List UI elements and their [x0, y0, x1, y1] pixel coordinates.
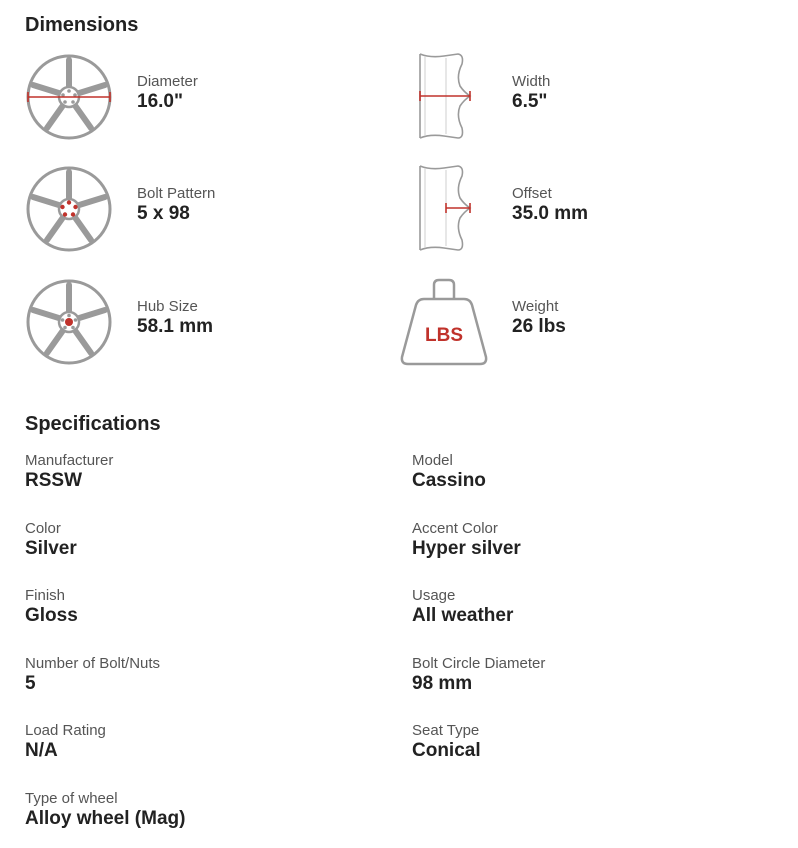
width-value: 6.5" — [512, 91, 548, 112]
usage-value: All weather — [412, 605, 514, 626]
offset-value: 35.0 mm — [512, 203, 589, 224]
usage-label: Usage — [412, 587, 456, 604]
weight-label: Weight — [512, 298, 559, 315]
spec-wheel-type — [25, 790, 385, 830]
bolt-circle-value: 98 mm — [412, 673, 473, 694]
model-label: Model — [412, 452, 453, 469]
spec-finish — [25, 587, 385, 627]
spec-color — [25, 520, 385, 560]
spec-seat-type — [412, 722, 772, 762]
finish-label: Finish — [25, 587, 66, 604]
dimension-width — [400, 52, 770, 144]
spec-usage — [412, 587, 772, 627]
hub-size-label: Hub Size — [137, 298, 198, 315]
rim-offset-icon — [400, 164, 492, 256]
wheel-type-value: Alloy wheel (Mag) — [25, 808, 186, 829]
load-rating-value: N/A — [25, 740, 58, 761]
seat-type-label: Seat Type — [412, 722, 480, 739]
wheel-diameter-icon — [25, 52, 117, 144]
specifications-title: Specifications — [25, 413, 161, 435]
rim-width-icon — [400, 52, 492, 144]
weight-value: 26 lbs — [512, 316, 566, 337]
dimension-hub-size — [25, 277, 395, 369]
dimensions-title: Dimensions — [25, 14, 139, 36]
dimension-offset — [400, 164, 770, 256]
bolt-pattern-icon — [25, 164, 117, 256]
hub-size-icon — [25, 277, 117, 369]
bolt-pattern-value: 5 x 98 — [137, 203, 190, 224]
manufacturer-label: Manufacturer — [25, 452, 114, 469]
weight-icon — [400, 277, 492, 369]
accent-color-value: Hyper silver — [412, 538, 521, 559]
bolt-nuts-value: 5 — [25, 673, 36, 694]
offset-label: Offset — [512, 185, 552, 202]
accent-color-label: Accent Color — [412, 520, 498, 537]
dimension-bolt-pattern — [25, 164, 395, 256]
width-label: Width — [512, 73, 551, 90]
diameter-value: 16.0" — [137, 91, 183, 112]
hub-size-value: 58.1 mm — [137, 316, 214, 337]
bolt-pattern-label: Bolt Pattern — [137, 185, 216, 202]
spec-load-rating — [25, 722, 385, 762]
wheel-type-label: Type of wheel — [25, 790, 118, 807]
manufacturer-value: RSSW — [25, 470, 82, 491]
bolt-nuts-label: Number of Bolt/Nuts — [25, 655, 161, 672]
model-value: Cassino — [412, 470, 486, 491]
weight-icon-text: LBS — [425, 325, 463, 346]
spec-bolt-nuts — [25, 655, 385, 695]
color-label: Color — [25, 520, 61, 537]
spec-accent-color — [412, 520, 772, 560]
dimension-weight — [400, 277, 770, 369]
dimension-diameter — [25, 52, 395, 144]
spec-bolt-circle — [412, 655, 772, 695]
bolt-circle-label: Bolt Circle Diameter — [412, 655, 546, 672]
diameter-label: Diameter — [137, 73, 198, 90]
spec-manufacturer — [25, 452, 385, 492]
color-value: Silver — [25, 538, 77, 559]
spec-model — [412, 452, 772, 492]
load-rating-label: Load Rating — [25, 722, 106, 739]
finish-value: Gloss — [25, 605, 78, 626]
seat-type-value: Conical — [412, 740, 481, 761]
